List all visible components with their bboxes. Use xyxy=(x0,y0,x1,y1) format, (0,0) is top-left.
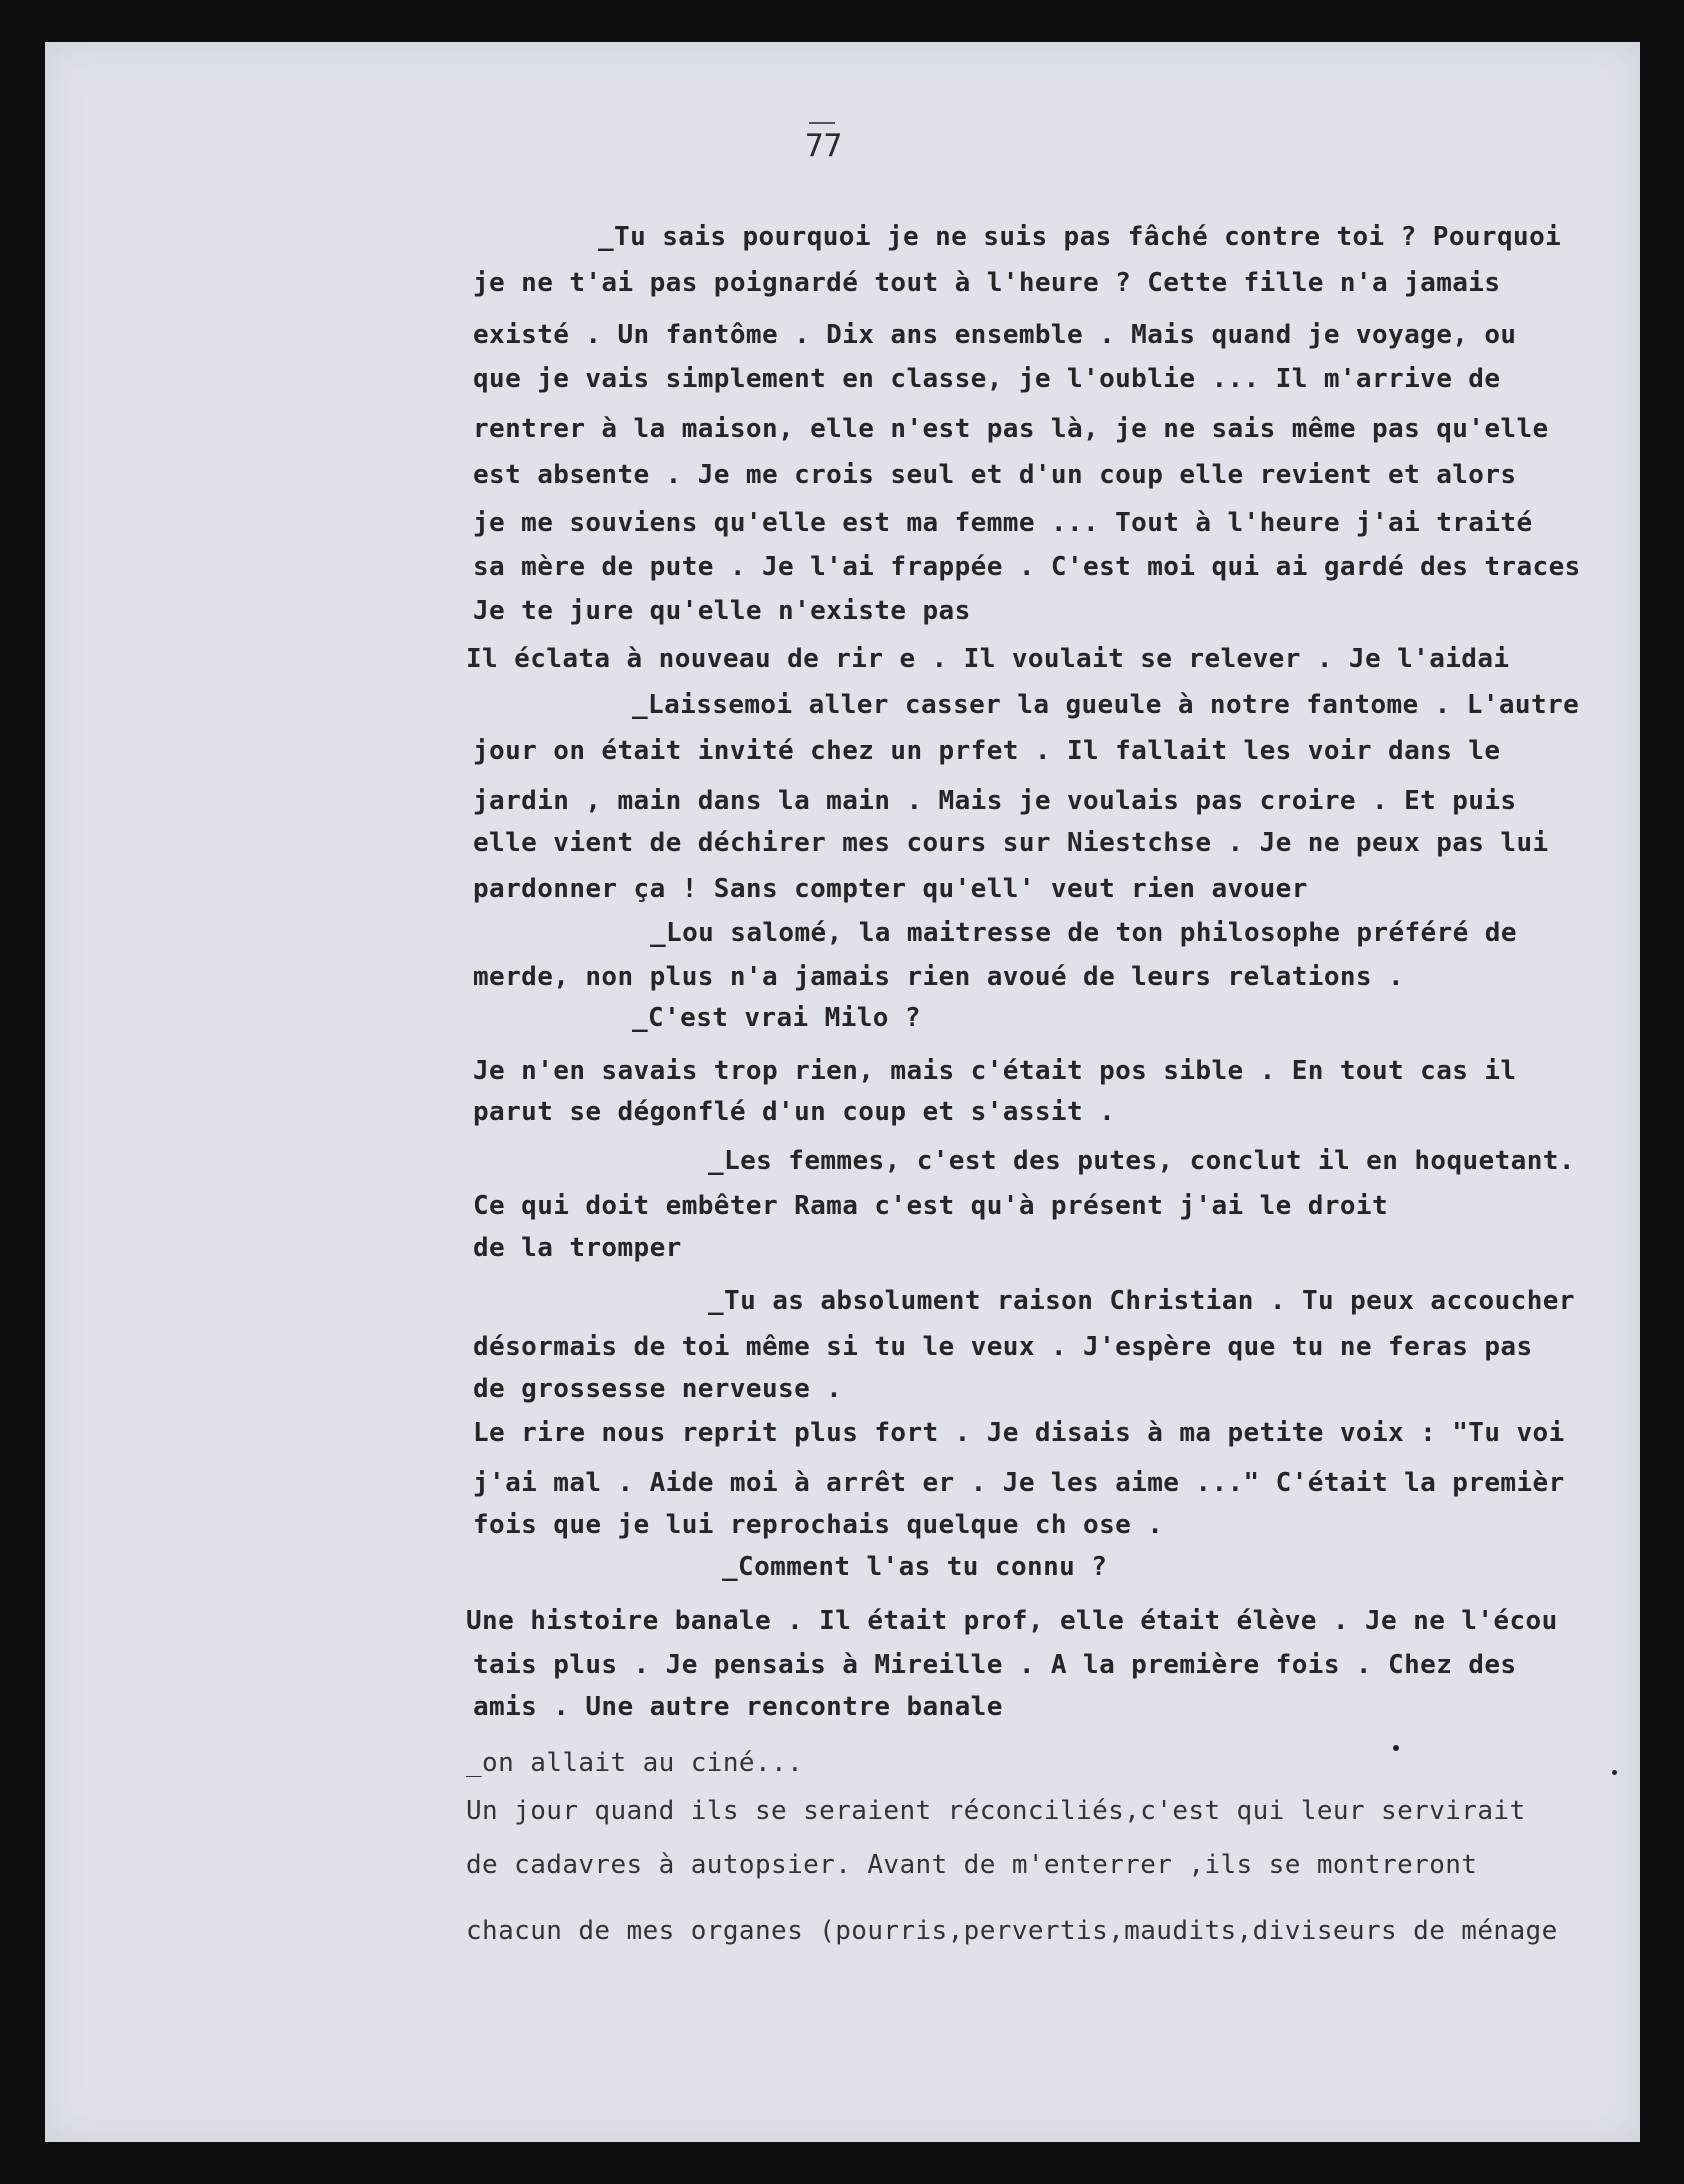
text-line: est absente . Je me crois seul et d'un coup elle revient et alors xyxy=(473,460,1517,490)
text-line: rentrer à la maison, elle n'est pas là, je ne sais même pas qu'elle xyxy=(473,414,1549,444)
text-line: jardin , main dans la main . Mais je voulais pas croire . Et puis xyxy=(473,786,1517,816)
text-line: désormais de toi même si tu le veux . J'espère que tu ne feras pas xyxy=(473,1332,1533,1362)
text-line: je me souviens qu'elle est ma femme ... Tout à l'heure j'ai traité xyxy=(473,508,1533,538)
text-line: amis . Une autre rencontre banale xyxy=(473,1692,1003,1722)
text-line: fois que je lui reprochais quelque ch ose . xyxy=(473,1510,1164,1540)
text-line: _C'est vrai Milo ? xyxy=(632,1003,921,1033)
text-line: _Lou salomé, la maitresse de ton philosophe préféré de xyxy=(650,918,1517,948)
text-line: merde, non plus n'a jamais rien avoué de leurs relations . xyxy=(473,962,1405,992)
text-line: pardonner ça ! Sans compter qu'ell' veut rien avouer xyxy=(473,874,1308,904)
typewritten-page xyxy=(45,42,1640,2142)
text-line: _Les femmes, c'est des putes, conclut il en hoquetant. xyxy=(708,1146,1575,1176)
text-line: sa mère de pute . Je l'ai frappée . C'est moi qui ai gardé des traces xyxy=(473,552,1581,582)
text-line: Je n'en savais trop rien, mais c'était pos sible . En tout cas il xyxy=(473,1056,1517,1086)
text-line: Le rire nous reprit plus fort . Je disais à ma petite voix : "Tu voi xyxy=(473,1418,1565,1448)
text-line: Une histoire banale . Il était prof, elle était élève . Je ne l'écou xyxy=(466,1606,1558,1636)
text-line: Je te jure qu'elle n'existe pas xyxy=(473,596,971,626)
text-line: jour on était invité chez un prfet . Il fallait les voir dans le xyxy=(473,736,1501,766)
text-line: _Laissemoi aller casser la gueule à notre fantome . L'autre xyxy=(632,690,1580,720)
text-line: je ne t'ai pas poignardé tout à l'heure ? Cette fille n'a jamais xyxy=(473,268,1501,298)
text-line: Un jour quand ils se seraient réconciliés,c'est qui leur servirait xyxy=(466,1796,1526,1826)
text-line: _on allait au ciné... xyxy=(466,1748,804,1778)
text-line: _Tu sais pourquoi je ne suis pas fâché contre toi ? Pourquoi xyxy=(598,222,1562,252)
text-line: Il éclata à nouveau de rir e . Il voulait se relever . Je l'aidai xyxy=(466,644,1510,674)
page-number: 77 xyxy=(805,128,843,164)
text-line: de grossesse nerveuse . xyxy=(473,1374,843,1404)
ink-speck xyxy=(1393,1745,1399,1751)
text-line: _Comment l'as tu connu ? xyxy=(722,1552,1108,1582)
text-line: de cadavres à autopsier. Avant de m'enterrer ,ils se montreront xyxy=(466,1850,1478,1880)
text-line: de la tromper xyxy=(473,1233,682,1263)
text-line: existé . Un fantôme . Dix ans ensemble . Mais quand je voyage, ou xyxy=(473,320,1517,350)
text-line: Ce qui doit embêter Rama c'est qu'à présent j'ai le droit xyxy=(473,1191,1389,1221)
text-line: que je vais simplement en classe, je l'oublie ... Il m'arrive de xyxy=(473,364,1501,394)
text-line: tais plus . Je pensais à Mireille . A la première fois . Chez des xyxy=(473,1650,1517,1680)
text-line: parut se dégonflé d'un coup et s'assit . xyxy=(473,1097,1116,1127)
text-line: elle vient de déchirer mes cours sur Niestchse . Je ne peux pas lui xyxy=(473,828,1549,858)
text-line: chacun de mes organes (pourris,pervertis,maudits,diviseurs de ménage xyxy=(466,1916,1558,1946)
ink-speck xyxy=(1612,1770,1617,1775)
text-line: j'ai mal . Aide moi à arrêt er . Je les aime ..." C'était la premièr xyxy=(473,1468,1565,1498)
text-line: _Tu as absolument raison Christian . Tu peux accoucher xyxy=(708,1286,1575,1316)
